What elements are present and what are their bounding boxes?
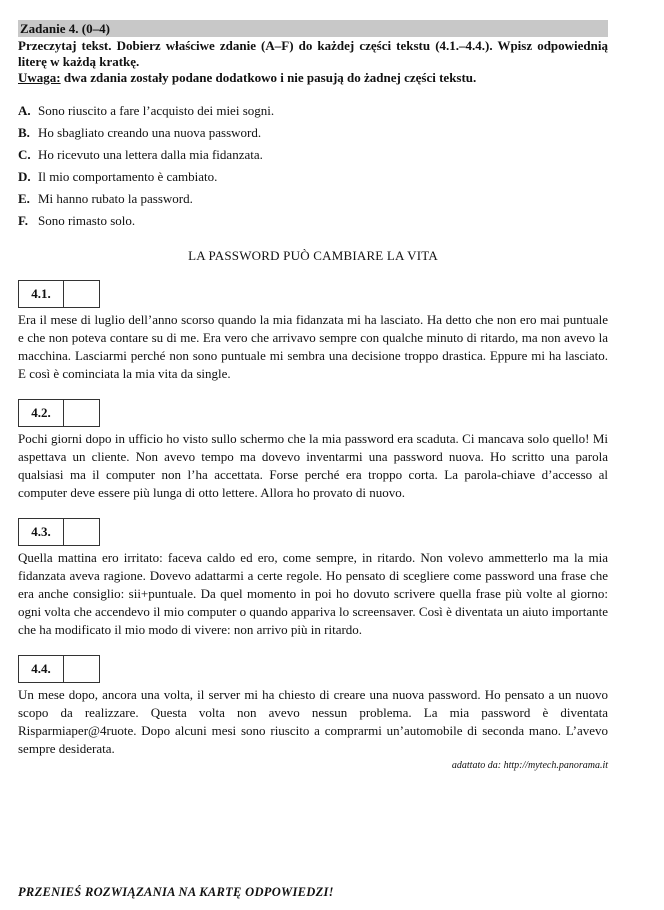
option-letter: F. xyxy=(18,213,28,228)
option-c xyxy=(18,144,608,166)
section-number: 4.2. xyxy=(18,399,64,427)
instruction-text: Przeczytaj tekst. Dobierz właściwe zdanie (A–F) do każdej części tekstu (4.1.–4.4.). Wpisz odpowiednią literę w każdą kratkę. xyxy=(18,38,608,69)
section-number: 4.1. xyxy=(18,280,64,308)
section-4-4-text: Un mese dopo, ancora una volta, il server mi ha chiesto di creare una nuova password. Ho pensato a un nuovo scopo da realizzare. Questa volta non avevo nessun problema. La mia password è diventata Risparmiaper@4ruote. Dopo alcuni mesi sono riuscito a comprarmi un’automobile di seconda mano. L’avevo sempre desiderata. xyxy=(18,687,608,756)
option-text: Ho sbagliato creando una nuova password. xyxy=(38,125,262,140)
option-e xyxy=(18,188,608,210)
section-4-1-text: Era il mese di luglio dell’anno scorso quando la mia fidanzata mi ha lasciato. Ha detto che non ero mai puntuale e che non poteva contare su di me. Era vero che arrivavo sempre con qualche minuto di ritardo, ma non avevo la macchina. Lasciarmi perché non sono puntuale mi sembra una decisione troppo drastica. Eppure mi ha lasciato. E così è cominciata la mia vita da single. xyxy=(18,312,608,381)
option-text: Sono rimasto solo. xyxy=(38,213,136,228)
option-letter: D. xyxy=(18,169,31,184)
instruction-block xyxy=(18,38,608,86)
option-letter: C. xyxy=(18,147,31,162)
option-letter: B. xyxy=(18,125,30,140)
option-a xyxy=(18,100,608,122)
section-4-3-text: Quella mattina ero irritato: faceva caldo ed ero, come sempre, in ritardo. Non volevo ammetterlo ma la mia fidanzata aveva ragione. Dovevo adattarmi a certe regole. Ho pensato di scegliere come password una frase che era anche consiglio: sii+puntuale. Da quel momento in poi ho dovuto scrivere quella frase più volte al giorno: ogni volta che accendevo il mio computer o quando appariva lo screensaver. Così è diventata un aiuto importante che ha modificato il mio modo di vivere: non arrivo più in ritardo. xyxy=(18,550,608,637)
section-4-3-box xyxy=(18,518,608,546)
options-list xyxy=(18,100,608,232)
option-b xyxy=(18,122,608,144)
option-text: Ho ricevuto una lettera dalla mia fidanzata. xyxy=(38,147,263,162)
section-4-4-box xyxy=(18,655,608,683)
answer-box-4-1[interactable] xyxy=(64,280,100,308)
option-text: Il mio comportamento è cambiato. xyxy=(38,169,218,184)
answer-box-4-2[interactable] xyxy=(64,399,100,427)
text-title: LA PASSWORD PUÒ CAMBIARE LA VITA xyxy=(188,248,438,263)
option-text: Sono riuscito a fare l’acquisto dei miei sogni. xyxy=(38,103,275,118)
section-4-2-text: Pochi giorni dopo in ufficio ho visto sullo schermo che la mia password era scaduta. Ci mancava solo quello! Mi aspettava un cliente. Non avevo tempo ma dovevo inventarmi una password nuova. Ho scritto una parola qualsiasi ma il computer non l’ha accettata. Forse perché era troppo corta. La parola-chiave d’accesso al computer deve essere più lunga di otto lettere. Allora ho provato di nuovo. xyxy=(18,431,608,500)
option-letter: E. xyxy=(18,191,30,206)
answer-box-4-4[interactable] xyxy=(64,655,100,683)
footer-instruction: PRZENIEŚ ROZWIĄZANIA NA KARTĘ ODPOWIEDZI! xyxy=(18,885,334,899)
note-label: Uwaga: xyxy=(18,70,61,85)
answer-box-4-3[interactable] xyxy=(64,518,100,546)
option-letter: A. xyxy=(18,103,31,118)
source-citation: adattato da: http://mytech.panorama.it xyxy=(451,760,608,771)
option-f xyxy=(18,210,608,232)
section-number: 4.3. xyxy=(18,518,64,546)
option-text: Mi hanno rubato la password. xyxy=(38,191,193,206)
note-text: dwa zdania zostały podane dodatkowo i nie pasują do żadnej części tekstu. xyxy=(60,70,477,85)
section-4-2-box xyxy=(18,399,608,427)
exam-page xyxy=(18,20,608,771)
task-label: Zadanie 4. (0–4) xyxy=(18,20,608,37)
option-d xyxy=(18,166,608,188)
section-number: 4.4. xyxy=(18,655,64,683)
section-4-1-box xyxy=(18,280,608,308)
